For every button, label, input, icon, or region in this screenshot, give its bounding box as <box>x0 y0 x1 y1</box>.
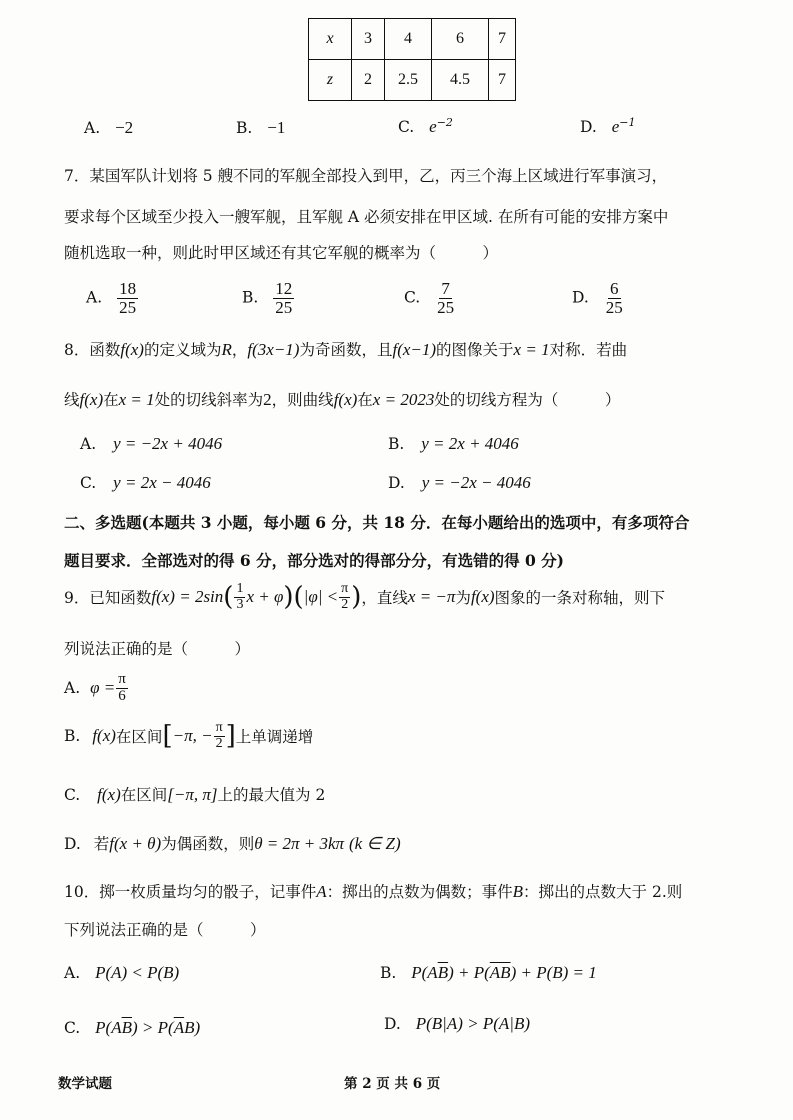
q7-line-3: 随机选取一种，则此时甲区域还有其它军舰的概率为（ ） <box>64 244 499 262</box>
fraction <box>117 280 138 317</box>
table-cell: 7 <box>489 60 516 101</box>
formula: f(x) = 2sin <box>151 587 224 607</box>
denominator: 3 <box>236 596 244 612</box>
formula: φ = <box>90 678 116 698</box>
option-label: D. <box>388 474 405 492</box>
q8-option-c[interactable] <box>80 473 211 493</box>
text: 在区间 <box>120 786 168 804</box>
text: ：掷出的点数为偶数；事件 <box>326 883 513 901</box>
table-cell: z <box>309 60 352 101</box>
text: 在 <box>103 391 119 409</box>
formula: −π, − <box>172 726 213 746</box>
text: 9．已知函数 <box>64 589 152 608</box>
fraction <box>116 672 128 705</box>
numerator: 12 <box>275 279 293 298</box>
fraction <box>435 280 456 317</box>
formula: B <box>512 882 524 901</box>
text: 对称．若曲 <box>549 341 628 359</box>
formula: x = 1 <box>513 340 550 359</box>
q9-option-c[interactable] <box>64 783 325 805</box>
q9-line-2: 列说法正确的是（ ） <box>64 640 251 658</box>
q10-option-a[interactable] <box>64 963 179 983</box>
text: 线 <box>64 391 80 409</box>
option-label: C. <box>64 1019 81 1037</box>
q8-option-a[interactable] <box>80 434 222 454</box>
q9-line-1 <box>64 582 665 612</box>
option-value: −2 <box>115 118 134 137</box>
text: 10．掷一枚质量均匀的骰子，记事件 <box>64 883 317 901</box>
q7-line-1: 7．某国军队计划将 5 艘不同的军舰全部投入到甲，乙，丙三个海上区域进行军事演习， <box>64 167 668 185</box>
fraction <box>273 280 294 317</box>
option-value: y = −2x + 4046 <box>113 434 223 453</box>
option-label: C. <box>64 786 81 804</box>
text: 在 <box>357 391 373 409</box>
section-heading-line-1: 二、多选题(本题共 3 小题，每小题 6 分，共 18 分．在每小题给出的选项中，有多项符合 <box>64 513 690 532</box>
formula: f(3x−1) <box>247 340 300 359</box>
option-value: $P(A\overline{B}) > P(\overline{A}B)$ <box>95 1018 201 1037</box>
q9-option-b[interactable] <box>64 721 313 751</box>
formula: f(x) <box>333 390 358 409</box>
option-label: C. <box>80 474 97 492</box>
numerator: 18 <box>119 279 137 298</box>
table-cell: 4 <box>385 19 432 60</box>
option-label: D. <box>580 118 597 137</box>
text: 上的最大值为 2 <box>217 786 326 804</box>
fraction <box>234 582 245 612</box>
option-label: A. <box>64 679 81 698</box>
denominator: 25 <box>437 297 455 317</box>
formula: f(x) <box>97 785 121 804</box>
q10-option-b[interactable] <box>380 963 597 983</box>
text: ，直线 <box>361 589 408 608</box>
option-exponent: −1 <box>619 116 636 129</box>
q7-option-d[interactable] <box>572 280 626 317</box>
bracket-right: ] <box>225 721 236 752</box>
fraction <box>214 721 225 751</box>
table-cell: x <box>309 19 352 60</box>
formula: 2 <box>263 390 272 409</box>
option-base: e <box>611 117 620 137</box>
x-z-table <box>308 18 516 101</box>
option-base: e <box>429 117 437 137</box>
q10-line-1 <box>64 880 682 902</box>
fraction <box>604 280 625 317</box>
text: 为奇函数，且 <box>299 341 393 359</box>
text: 为 <box>455 589 471 608</box>
formula: x + φ <box>246 587 284 607</box>
option-label: A. <box>84 119 101 137</box>
option-label: A. <box>86 288 103 307</box>
q6-option-b[interactable] <box>236 118 285 138</box>
table-cell: 2 <box>352 60 385 101</box>
paren-right: ) <box>351 582 362 613</box>
formula: f(x) <box>470 587 495 607</box>
q10-line-2: 下列说法正确的是（ ） <box>64 921 266 939</box>
text: ， <box>231 341 248 359</box>
q10-option-d[interactable] <box>384 1014 530 1034</box>
q8-option-d[interactable] <box>388 473 531 493</box>
option-value: −1 <box>267 118 286 137</box>
option-label: A. <box>64 964 81 982</box>
q10-option-c[interactable] <box>64 1018 200 1038</box>
text: ：掷出的点数大于 2.则 <box>523 883 683 901</box>
table-cell: 7 <box>489 19 516 60</box>
formula: θ = 2π + 3kπ <box>254 834 345 853</box>
option-label: D. <box>384 1015 401 1033</box>
option-label: B. <box>380 964 397 982</box>
text: 上单调递增 <box>235 728 314 747</box>
formula: x = 1 <box>118 390 155 409</box>
q6-option-a[interactable] <box>84 118 133 138</box>
text: 8．函数 <box>64 341 121 359</box>
text: 为偶函数，则 <box>161 835 255 853</box>
text: 处的切线方程为（ ） <box>434 391 621 409</box>
denominator: 25 <box>119 297 137 317</box>
option-value: $P(A\overline{B}) + P(\overline{AB}) + P(B) = 1$ <box>411 963 597 982</box>
q8-option-b[interactable] <box>388 434 519 454</box>
text: 若 <box>93 835 110 853</box>
section-heading-line-2: 题目要求．全部选对的得 6 分，部分选对的得部分分，有选错的得 0 分) <box>64 551 564 570</box>
option-label: A. <box>80 435 97 453</box>
paren-right: ) <box>283 582 294 613</box>
paren-left: ( <box>293 582 304 613</box>
formula: f(x) <box>92 726 116 746</box>
footer-page-number: 第 2 页 共 6 页 <box>344 1076 441 1092</box>
option-label: C. <box>398 118 415 137</box>
option-label: C. <box>404 288 421 307</box>
table-cell: 2.5 <box>385 60 432 101</box>
option-value: P(A) < P(B) <box>95 963 180 982</box>
formula: f(x−1) <box>392 340 437 359</box>
option-label: D. <box>572 288 589 307</box>
table-cell: 6 <box>432 19 489 60</box>
option-label: B. <box>64 727 81 746</box>
footer-subject: 数学试题 <box>58 1076 112 1092</box>
text: 的图像关于 <box>436 341 514 359</box>
q7-option-a[interactable] <box>86 280 139 317</box>
q7-line-2: 要求每个区域至少投入一艘军舰，且军舰 A 必须安排在甲区域. 在所有可能的安排方案中 <box>64 208 669 226</box>
numerator: 6 <box>610 279 619 298</box>
fraction <box>339 582 350 612</box>
formula: x = 2023 <box>372 390 435 409</box>
text: 图象的一条对称轴，则下 <box>494 589 666 608</box>
formula: A <box>316 882 327 901</box>
formula: f(x) <box>120 340 144 359</box>
numerator: π <box>341 581 349 596</box>
q9-option-d[interactable] <box>64 832 401 854</box>
q6-option-c[interactable] <box>398 116 453 137</box>
table-row <box>309 60 516 101</box>
option-value: y = 2x + 4046 <box>421 434 519 453</box>
formula: [−π, π] <box>167 785 218 804</box>
formula: f(x) <box>79 390 104 409</box>
table-cell: 4.5 <box>432 60 489 101</box>
option-value: P(B|A) > P(A|B) <box>415 1014 531 1033</box>
bracket-left: [ <box>162 721 173 752</box>
numerator: π <box>215 720 223 735</box>
text: ，则曲线 <box>271 391 334 409</box>
text: 在区间 <box>115 728 163 747</box>
option-value: y = −2x − 4046 <box>421 473 531 492</box>
q8-line-1 <box>64 338 627 360</box>
denominator: 6 <box>118 687 126 704</box>
text: 处的切线斜率为 <box>154 391 264 409</box>
denominator: 25 <box>275 297 293 317</box>
q7-option-c[interactable] <box>404 280 457 317</box>
denominator: 25 <box>605 297 623 317</box>
formula: f(x + θ) <box>109 834 162 853</box>
denominator: 2 <box>215 735 223 751</box>
formula: |φ| < <box>303 587 339 607</box>
option-label: B. <box>236 119 253 137</box>
numerator: 1 <box>236 581 244 596</box>
q6-option-d[interactable] <box>580 116 636 137</box>
text: 的定义域为 <box>143 341 222 359</box>
paren-left: ( <box>223 582 234 613</box>
option-label: D. <box>64 835 81 853</box>
formula: R <box>221 340 232 359</box>
table-cell: 3 <box>352 19 385 60</box>
option-label: B. <box>242 288 259 307</box>
formula: (k ∈ Z) <box>349 834 401 853</box>
numerator: π <box>118 671 126 687</box>
q8-line-2 <box>64 388 620 410</box>
formula: x = −π <box>407 587 456 607</box>
q7-option-b[interactable] <box>242 280 295 317</box>
numerator: 7 <box>441 279 450 298</box>
option-value: y = 2x − 4046 <box>113 473 211 492</box>
q9-option-a[interactable] <box>64 672 129 705</box>
option-label: B. <box>388 435 405 453</box>
table-row <box>309 19 516 60</box>
denominator: 2 <box>341 596 349 612</box>
option-exponent: −2 <box>436 116 453 129</box>
